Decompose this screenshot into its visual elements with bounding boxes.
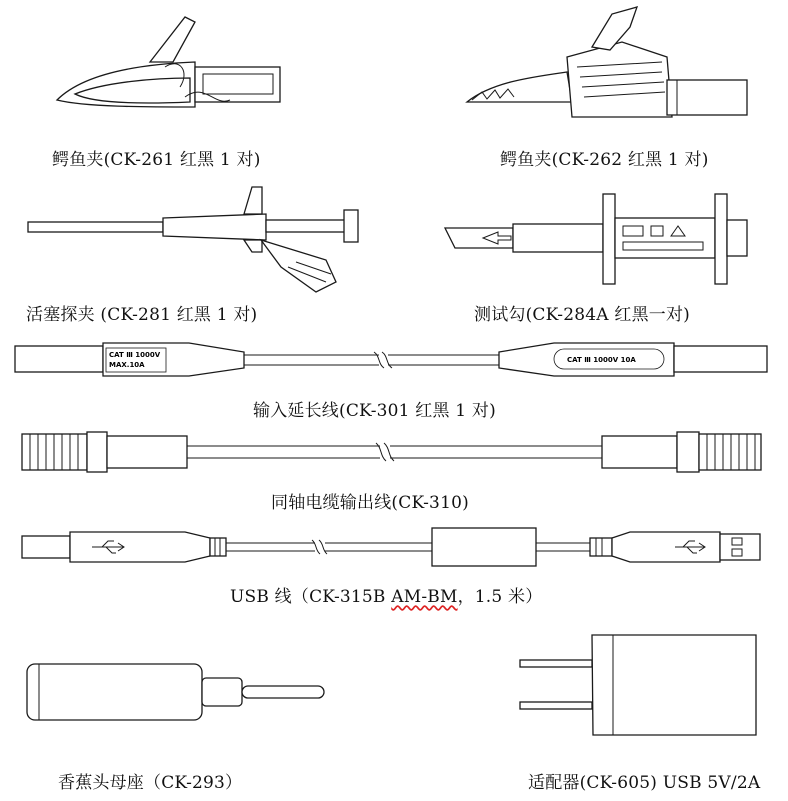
caption-ck310: 同轴电缆输出线(CK-310) [271,493,469,513]
caption-ck315b-prefix: USB 线（CK-315B [230,587,392,607]
usb-cable-ck315b-figure [20,524,765,570]
plug-left-marking-line1: CAT Ⅲ 1000V [109,351,161,359]
input-extension-cable-ck301-figure [14,338,772,383]
alligator-clip-ck261-figure [55,12,295,122]
plug-right-marking: CAT Ⅲ 1000V 10A [567,356,636,364]
caption-ck261: 鳄鱼夹(CK-261 红黑 1 对) [52,150,261,170]
adapter-ck605-figure [518,630,763,740]
caption-ck301: 输入延长线(CK-301 红黑 1 对) [253,401,496,421]
test-hook-ck284a-figure [443,190,753,290]
caption-ck315b-suffix: ，1.5 米） [457,587,543,607]
caption-ck293: 香蕉头母座（CK-293） [58,773,243,793]
caption-ck284a: 测试勾(CK-284A 红黑一对) [474,305,691,325]
caption-ck281: 活塞探夹 (CK-281 红黑 1 对) [26,305,258,325]
banana-socket-ck293-figure [25,662,335,724]
coaxial-output-cable-ck310-figure [20,428,765,478]
piston-probe-ck281-figure [26,182,366,297]
plug-left-marking-line2: MAX.10A [109,361,145,369]
caption-ck262: 鳄鱼夹(CK-262 红黑 1 对) [500,150,709,170]
caption-ck605: 适配器(CK-605) USB 5V/2A [528,773,761,793]
caption-ck315b-mark: AM-BM [391,587,458,607]
alligator-clip-ck262-figure [462,2,752,127]
caption-ck315b [230,582,542,607]
